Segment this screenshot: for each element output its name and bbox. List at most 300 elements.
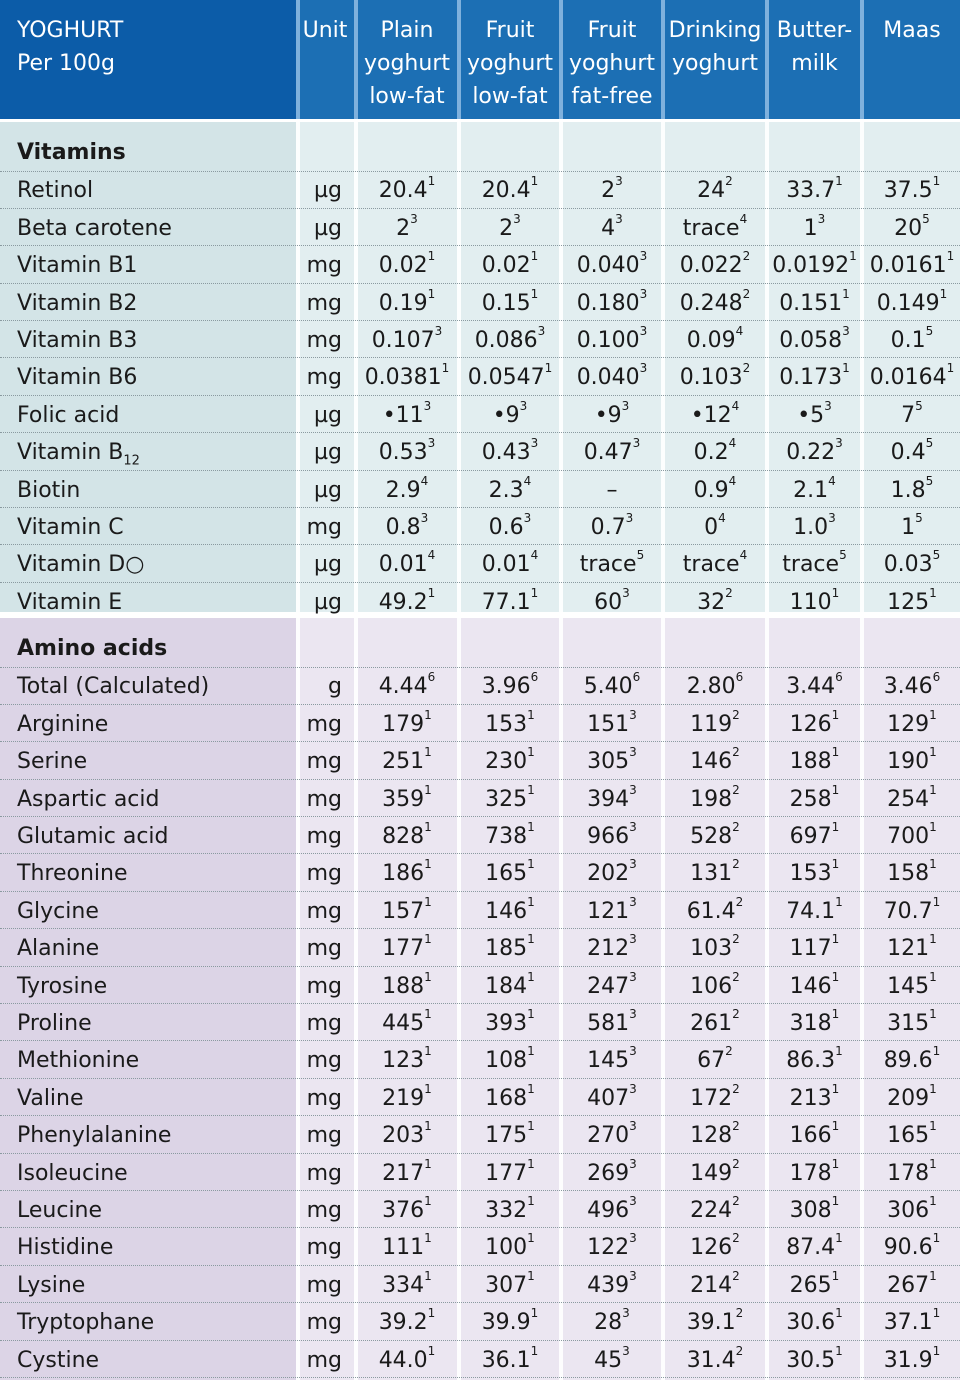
source-reference: 1	[424, 894, 432, 909]
source-reference: 4	[735, 324, 744, 338]
value-text: 1.0	[793, 515, 829, 540]
value-text: 0.180	[576, 290, 640, 316]
value-cell	[864, 780, 960, 817]
source-reference: 3	[629, 745, 637, 760]
source-reference: 2	[735, 1343, 744, 1358]
value-text: 186	[382, 861, 425, 887]
source-reference: 6	[932, 670, 941, 685]
value-cell	[665, 545, 765, 582]
value-cell	[665, 1228, 765, 1265]
source-reference: 1	[932, 174, 941, 189]
source-reference: 3	[513, 211, 521, 226]
value-text: 77.1	[481, 589, 531, 615]
value-cell	[665, 583, 765, 620]
source-reference: 4	[731, 398, 740, 413]
value-text: 0.01	[378, 552, 428, 578]
value-text: 20.4	[378, 178, 428, 204]
column-header-line: Fruit	[587, 18, 637, 43]
value-text: 39.2	[378, 1310, 428, 1336]
column-header-line: milk	[791, 51, 838, 76]
value-cell	[461, 967, 559, 1004]
source-reference: 5	[839, 548, 847, 563]
value-text: 203	[382, 1123, 425, 1149]
value-text: 0.149	[876, 290, 940, 316]
table-row	[0, 1228, 960, 1265]
value-cell	[563, 1079, 661, 1116]
value-cell	[769, 929, 860, 966]
column-header-line: yoghurt	[363, 51, 450, 76]
source-reference: 3	[632, 436, 641, 451]
value-text: 214	[690, 1272, 733, 1298]
value-text: 145	[887, 973, 930, 999]
value-cell	[864, 1303, 960, 1340]
value-text: 44.0	[378, 1347, 428, 1373]
value-cell	[864, 583, 960, 620]
nutrient-name	[17, 545, 144, 582]
value-cell	[769, 321, 860, 358]
unit-cell: mg	[306, 1310, 342, 1336]
nutrient-name	[17, 705, 108, 742]
value-text: 86.3	[786, 1048, 836, 1074]
source-reference: 6	[530, 670, 539, 685]
value-text: 318	[789, 1011, 832, 1036]
source-reference: 1	[424, 857, 432, 872]
value-text: 110	[789, 589, 832, 615]
value-cell	[665, 1266, 765, 1303]
column-header-line: Fruit	[485, 18, 535, 43]
source-reference: 3	[629, 932, 637, 947]
value-text: 306	[887, 1198, 930, 1223]
source-reference: 1	[530, 585, 539, 600]
table-header	[0, 0, 960, 119]
table-row	[0, 1341, 960, 1378]
value-cell	[665, 1079, 765, 1116]
source-reference: 2	[735, 1306, 744, 1321]
source-reference: 1	[835, 1306, 843, 1321]
table-row	[0, 1154, 960, 1191]
source-reference: 1	[427, 174, 436, 189]
value-text: 1	[901, 515, 916, 540]
column-header	[357, 0, 457, 119]
nutrient-name-text: Folic acid	[17, 402, 120, 428]
source-reference: 1	[527, 969, 535, 984]
value-text: 121	[887, 936, 930, 962]
source-reference: 1	[831, 820, 840, 834]
value-text: 30.6	[786, 1310, 836, 1336]
value-cell	[461, 508, 559, 545]
value-cell	[563, 854, 661, 891]
source-reference: 1	[946, 361, 955, 376]
nutrient-name	[17, 1116, 171, 1153]
source-reference: 3	[639, 361, 648, 376]
value-cell	[864, 1004, 960, 1041]
value-text: 7	[901, 402, 916, 428]
value-cell	[461, 780, 559, 817]
value-text: 177	[485, 1160, 528, 1186]
value-cell	[357, 433, 457, 470]
value-text: 247	[587, 973, 630, 999]
value-cell	[563, 321, 661, 358]
value-text: 0.151	[779, 290, 843, 316]
value-cell	[461, 1004, 559, 1041]
value-cell	[563, 545, 661, 582]
value-text: 60	[594, 589, 623, 615]
table-row	[0, 1079, 960, 1116]
value-text: 217	[382, 1160, 425, 1186]
value-text: 129	[887, 711, 930, 737]
source-reference: 3	[629, 894, 637, 909]
nutrient-name	[17, 1041, 139, 1078]
source-reference: 1	[544, 361, 553, 376]
source-reference: 3	[519, 398, 528, 413]
unit-cell: mg	[306, 936, 342, 962]
table-row	[0, 742, 960, 779]
table-row	[0, 433, 960, 470]
value-text: 528	[690, 824, 733, 849]
value-text: 188	[789, 749, 832, 775]
value-cell	[864, 246, 960, 283]
source-reference: 1	[835, 1343, 843, 1358]
nutrient-name-text: Tryptophane	[17, 1310, 155, 1336]
source-reference: 3	[523, 511, 532, 525]
source-reference: 1	[842, 286, 850, 301]
value-text: 697	[789, 824, 832, 849]
source-reference: 1	[527, 782, 535, 797]
source-reference: 1	[929, 969, 937, 984]
value-cell	[665, 817, 765, 854]
value-text: 31.4	[686, 1347, 736, 1373]
source-reference: 3	[828, 511, 836, 525]
source-reference: 2	[732, 969, 740, 984]
value-text: 20	[894, 215, 923, 241]
nutrient-name-text: Vitamin B	[17, 440, 124, 466]
unit-cell: µg	[314, 440, 342, 466]
source-reference: 1	[831, 1119, 840, 1134]
nutrient-name-text: Vitamin B2	[17, 290, 138, 316]
value-cell	[769, 892, 860, 929]
table-row	[0, 321, 960, 358]
source-reference: 3	[639, 324, 648, 338]
header-column-separator	[296, 0, 300, 119]
value-cell	[357, 1228, 457, 1265]
source-reference: 3	[420, 511, 429, 525]
value-text: 177	[382, 936, 425, 962]
value-text: 212	[587, 936, 630, 962]
source-reference: 3	[629, 707, 637, 722]
value-cell	[357, 358, 457, 395]
table-row	[0, 929, 960, 966]
source-reference: 3	[629, 782, 637, 797]
unit-cell: mg	[306, 365, 342, 391]
value-text: 0.02	[378, 253, 428, 279]
nutrient-name	[17, 817, 169, 854]
source-reference: 1	[929, 857, 937, 872]
value-text: 0.040	[576, 365, 640, 391]
nutrient-name-text: Retinol	[17, 178, 94, 204]
table-row	[0, 508, 960, 545]
value-text: 0.15	[481, 290, 531, 316]
value-cell	[864, 854, 960, 891]
value-text: trace	[682, 215, 740, 241]
value-text: 4	[601, 215, 616, 241]
source-reference: 6	[427, 670, 436, 685]
value-cell	[665, 1154, 765, 1191]
value-text: 224	[690, 1198, 733, 1223]
table-row	[0, 1191, 960, 1228]
source-reference: 1	[424, 1194, 432, 1208]
value-text: 394	[587, 786, 630, 812]
value-text: 2	[601, 178, 616, 204]
value-cell	[665, 742, 765, 779]
value-text: 376	[382, 1198, 425, 1223]
value-cell	[357, 854, 457, 891]
value-cell	[864, 742, 960, 779]
source-reference: 4	[718, 511, 726, 525]
value-text: 20.4	[481, 178, 531, 204]
value-text: 305	[587, 749, 630, 775]
value-text: 966	[587, 824, 630, 849]
value-cell	[864, 508, 960, 545]
nutrient-name-text: Lysine	[17, 1272, 86, 1298]
value-cell	[769, 358, 860, 395]
source-reference: 1	[831, 1156, 840, 1171]
source-reference: 1	[427, 1306, 436, 1321]
unit-cell: mg	[306, 1048, 342, 1074]
value-cell	[563, 284, 661, 321]
value-text: 3.96	[481, 674, 531, 700]
source-reference: 1	[424, 969, 432, 984]
section-title: Vitamins	[17, 140, 126, 165]
source-reference: 3	[835, 436, 843, 451]
source-reference: 2	[732, 1268, 740, 1283]
unit-cell: mg	[306, 290, 342, 316]
source-reference: 2	[725, 1044, 733, 1059]
value-cell	[563, 780, 661, 817]
source-reference: 3	[842, 324, 850, 338]
value-cell	[864, 1154, 960, 1191]
source-reference: 4	[420, 473, 429, 488]
value-cell	[357, 1004, 457, 1041]
value-text: 332	[485, 1198, 528, 1223]
value-cell	[357, 967, 457, 1004]
header-column-separator	[860, 0, 864, 119]
source-reference: 1	[424, 1044, 432, 1059]
value-text: 0.040	[576, 253, 640, 279]
value-text: 111	[382, 1235, 425, 1261]
nutrient-name-text: Biotin	[17, 477, 81, 503]
source-reference: 1	[527, 1194, 535, 1208]
value-text: 90.6	[883, 1235, 933, 1261]
value-text: 198	[690, 786, 733, 812]
value-text: 131	[690, 861, 733, 887]
value-text: 2	[499, 215, 514, 241]
column-header-line: Butter-	[776, 18, 853, 43]
value-cell	[769, 1154, 860, 1191]
value-text: 45	[594, 1347, 623, 1373]
nutrient-name	[17, 667, 209, 704]
nutrient-name-text: Total (Calculated)	[17, 674, 210, 700]
source-reference: 5	[925, 473, 934, 488]
value-text: 3.44	[786, 674, 836, 700]
unit-cell: mg	[306, 253, 342, 279]
unit-cell: mg	[306, 1347, 342, 1373]
value-cell	[461, 171, 559, 208]
source-reference: 1	[831, 745, 840, 760]
value-text: 334	[382, 1272, 425, 1298]
value-cell	[461, 1079, 559, 1116]
value-cell	[665, 967, 765, 1004]
value-cell	[769, 433, 860, 470]
value-text: 175	[485, 1123, 528, 1149]
source-reference: 1	[929, 1156, 937, 1171]
value-text: 185	[485, 936, 528, 962]
value-cell	[769, 246, 860, 283]
value-cell	[563, 705, 661, 742]
value-cell	[864, 284, 960, 321]
value-cell	[357, 396, 457, 433]
value-text: 407	[587, 1085, 630, 1111]
unit-cell: µg	[314, 178, 342, 204]
source-reference: 2	[725, 585, 733, 600]
value-cell	[665, 929, 765, 966]
value-cell	[665, 358, 765, 395]
source-reference: 1	[424, 707, 432, 722]
value-text: 581	[587, 1011, 630, 1036]
source-reference: 2	[732, 782, 740, 797]
value-cell	[665, 471, 765, 508]
nutrient-name-text: Arginine	[17, 711, 109, 737]
value-text: 30.5	[786, 1347, 836, 1373]
unit-cell: mg	[306, 973, 342, 999]
nutrient-name	[17, 583, 122, 620]
value-cell	[357, 508, 457, 545]
column-header-line: Plain	[380, 18, 434, 43]
amino-acids-section	[0, 618, 960, 1380]
column-header-line: Maas	[883, 18, 941, 43]
value-text: 496	[587, 1198, 630, 1223]
value-cell	[357, 929, 457, 966]
value-text: 70.7	[883, 898, 933, 924]
source-reference: 4	[739, 548, 748, 563]
value-text: 0.173	[779, 365, 843, 391]
vitamins-section	[0, 122, 960, 615]
source-reference: 1	[929, 585, 937, 600]
unit-cell: µg	[314, 402, 342, 428]
value-cell	[563, 508, 661, 545]
value-text: 74.1	[786, 898, 836, 924]
value-text: 146	[690, 749, 733, 775]
value-cell	[563, 246, 661, 283]
nutrient-name	[17, 209, 172, 246]
value-cell	[864, 209, 960, 246]
value-cell	[864, 667, 960, 704]
value-cell	[461, 1116, 559, 1153]
source-reference: 3	[639, 249, 648, 264]
source-reference: 1	[831, 932, 840, 947]
nutrient-name-text: Valine	[17, 1085, 84, 1111]
source-reference: 3	[622, 1306, 630, 1321]
source-reference: 5	[922, 211, 930, 226]
source-reference: 3	[615, 211, 623, 226]
source-reference: 1	[427, 585, 436, 600]
value-cell	[864, 433, 960, 470]
value-cell	[769, 209, 860, 246]
source-reference: 2	[725, 174, 733, 189]
source-reference: 1	[527, 894, 535, 909]
value-cell	[357, 471, 457, 508]
value-cell	[769, 742, 860, 779]
value-cell	[665, 284, 765, 321]
source-reference: 1	[831, 1268, 840, 1283]
source-reference: 1	[530, 286, 539, 301]
value-text: 0.0161	[869, 253, 947, 279]
source-reference: 6	[735, 670, 744, 685]
source-reference: 1	[929, 1007, 937, 1021]
value-text: 108	[485, 1048, 528, 1074]
source-reference: 2	[732, 1119, 740, 1134]
value-text: 0.22	[786, 440, 836, 466]
value-text: 0.7	[590, 515, 626, 540]
value-text: 33.7	[786, 178, 836, 204]
source-reference: 4	[523, 473, 532, 488]
table-row	[0, 1266, 960, 1303]
value-text: 37.5	[883, 178, 933, 204]
column-header	[665, 0, 765, 119]
table-row	[0, 246, 960, 283]
nutrient-name	[17, 1303, 154, 1340]
nutrient-name	[17, 1228, 113, 1265]
table-row	[0, 1303, 960, 1340]
source-reference: 3	[817, 211, 826, 226]
value-cell	[864, 1191, 960, 1228]
source-reference: 3	[629, 857, 637, 872]
source-reference: 1	[530, 1343, 539, 1358]
value-cell	[864, 1079, 960, 1116]
value-cell	[357, 1079, 457, 1116]
nutrient-name-text: Tyrosine	[17, 973, 108, 999]
table-row	[0, 967, 960, 1004]
source-reference: 1	[424, 1081, 432, 1096]
source-reference: 2	[732, 820, 740, 834]
value-cell	[563, 1191, 661, 1228]
value-cell	[769, 1341, 860, 1378]
value-text: 0.02	[481, 253, 531, 279]
nutrient-name	[17, 321, 137, 358]
value-text: 0.6	[488, 515, 524, 540]
source-reference: 3	[530, 436, 539, 451]
value-cell	[665, 892, 765, 929]
value-cell	[563, 1341, 661, 1378]
value-cell	[665, 1341, 765, 1378]
source-reference: 2	[735, 894, 744, 909]
value-cell	[563, 396, 661, 433]
source-reference: 3	[621, 398, 630, 413]
source-reference: 3	[537, 324, 546, 338]
source-reference: 1	[424, 932, 432, 947]
value-cell	[769, 171, 860, 208]
value-text: 119	[690, 711, 733, 737]
source-reference: 2	[742, 286, 751, 301]
value-cell	[357, 1116, 457, 1153]
value-cell	[864, 1041, 960, 1078]
value-text: 0.248	[679, 290, 743, 316]
value-cell	[864, 171, 960, 208]
source-reference: 2	[732, 1007, 740, 1021]
header-column-separator	[559, 0, 563, 119]
source-reference: 1	[835, 1231, 843, 1246]
source-reference: 1	[932, 1343, 941, 1358]
value-text: 230	[485, 749, 528, 775]
